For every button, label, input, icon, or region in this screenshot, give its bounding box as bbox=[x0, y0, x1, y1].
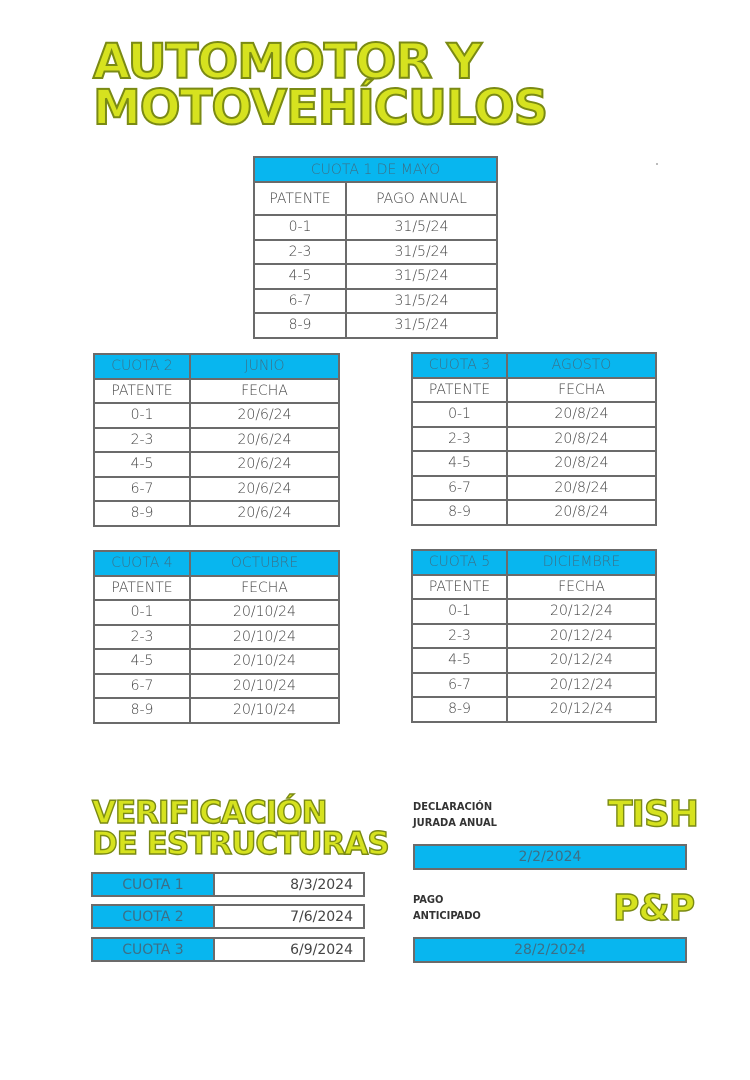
table-row bbox=[412, 427, 656, 452]
table-row bbox=[94, 600, 339, 625]
patente-cell: 4-5 bbox=[412, 451, 507, 476]
fecha-cell: 20/10/24 bbox=[190, 649, 339, 674]
patente-cell: 0-1 bbox=[254, 215, 346, 240]
fecha-cell: 20/10/24 bbox=[190, 625, 339, 650]
cuota4-table bbox=[93, 550, 340, 724]
table-row bbox=[94, 698, 339, 723]
patente-cell: 0-1 bbox=[94, 403, 190, 428]
table-row bbox=[94, 674, 339, 699]
cuota3-month: AGOSTO bbox=[507, 353, 656, 378]
fecha-cell: 20/12/24 bbox=[507, 624, 656, 649]
table-row bbox=[94, 477, 339, 502]
table-row bbox=[94, 452, 339, 477]
cuota5-col-patente: PATENTE bbox=[412, 575, 507, 600]
fecha-cell: 20/8/24 bbox=[507, 476, 656, 501]
fecha-cell: 20/6/24 bbox=[190, 452, 339, 477]
cuota4-col-fecha: FECHA bbox=[190, 576, 339, 601]
verificacion-label: CUOTA 2 bbox=[91, 904, 215, 929]
fecha-cell: 20/12/24 bbox=[507, 648, 656, 673]
cuota3-col-patente: PATENTE bbox=[412, 378, 507, 403]
patente-cell: 4-5 bbox=[94, 649, 190, 674]
patente-cell: 6-7 bbox=[94, 674, 190, 699]
verificacion-row bbox=[91, 904, 365, 929]
patente-cell: 6-7 bbox=[412, 476, 507, 501]
patente-cell: 0-1 bbox=[412, 402, 507, 427]
patente-cell: 4-5 bbox=[412, 648, 507, 673]
table-row bbox=[254, 215, 497, 240]
fecha-cell: 20/8/24 bbox=[507, 451, 656, 476]
cuota5-label: CUOTA 5 bbox=[412, 550, 507, 575]
fecha-cell: 31/5/24 bbox=[346, 313, 497, 338]
verificacion-date: 6/9/2024 bbox=[215, 937, 365, 962]
fecha-cell: 20/10/24 bbox=[190, 674, 339, 699]
pyp-caption-line2: ANTICIPADO bbox=[413, 908, 481, 922]
pyp-caption-line1: PAGO bbox=[413, 893, 444, 906]
cuota4-label: CUOTA 4 bbox=[94, 551, 190, 576]
table-row bbox=[412, 697, 656, 722]
verificacion-label: CUOTA 1 bbox=[91, 872, 215, 897]
table-row bbox=[94, 501, 339, 526]
cuota2-month: JUNIO bbox=[190, 354, 339, 379]
fecha-cell: 20/6/24 bbox=[190, 403, 339, 428]
patente-cell: 6-7 bbox=[94, 477, 190, 502]
tish-caption bbox=[413, 799, 497, 831]
patente-cell: 2-3 bbox=[94, 428, 190, 453]
cuota3-table bbox=[411, 352, 657, 526]
fecha-cell: 20/12/24 bbox=[507, 599, 656, 624]
fecha-cell: 31/5/24 bbox=[346, 289, 497, 314]
cuota1-header: CUOTA 1 DE MAYO bbox=[254, 157, 497, 182]
table-row bbox=[412, 648, 656, 673]
pyp-title: P&P bbox=[613, 888, 695, 929]
patente-cell: 8-9 bbox=[412, 500, 507, 525]
cuota2-col-fecha: FECHA bbox=[190, 379, 339, 404]
patente-cell: 2-3 bbox=[254, 240, 346, 265]
tish-date-bar: 2/2/2024 bbox=[413, 844, 687, 870]
fecha-cell: 20/8/24 bbox=[507, 500, 656, 525]
cuota5-table bbox=[411, 549, 657, 723]
fecha-cell: 20/6/24 bbox=[190, 428, 339, 453]
table-row bbox=[412, 402, 656, 427]
table-row bbox=[412, 476, 656, 501]
table-row bbox=[412, 451, 656, 476]
table-row bbox=[254, 264, 497, 289]
tish-caption-line1: DECLARACIÓN bbox=[413, 800, 493, 813]
patente-cell: 0-1 bbox=[412, 599, 507, 624]
patente-cell: 8-9 bbox=[412, 697, 507, 722]
patente-cell: 8-9 bbox=[94, 501, 190, 526]
fecha-cell: 20/8/24 bbox=[507, 427, 656, 452]
verificacion-label: CUOTA 3 bbox=[91, 937, 215, 962]
cuota1-col-patente: PATENTE bbox=[254, 182, 346, 215]
patente-cell: 2-3 bbox=[412, 624, 507, 649]
patente-cell: 4-5 bbox=[254, 264, 346, 289]
fecha-cell: 20/12/24 bbox=[507, 673, 656, 698]
verificacion-row bbox=[91, 937, 365, 962]
patente-cell: 6-7 bbox=[412, 673, 507, 698]
verificacion-date: 7/6/2024 bbox=[215, 904, 365, 929]
patente-cell: 2-3 bbox=[94, 625, 190, 650]
table-row bbox=[94, 625, 339, 650]
cuota2-col-patente: PATENTE bbox=[94, 379, 190, 404]
pyp-date-bar: 28/2/2024 bbox=[413, 937, 687, 963]
patente-cell: 2-3 bbox=[412, 427, 507, 452]
table-row bbox=[94, 403, 339, 428]
table-row bbox=[412, 599, 656, 624]
stray-dot bbox=[656, 163, 658, 165]
cuota4-month: OCTUBRE bbox=[190, 551, 339, 576]
fecha-cell: 20/6/24 bbox=[190, 477, 339, 502]
pyp-caption bbox=[413, 892, 481, 924]
cuota1-col-pago: PAGO ANUAL bbox=[346, 182, 497, 215]
table-row bbox=[254, 313, 497, 338]
verificacion-row bbox=[91, 872, 365, 897]
verificacion-title-line2: DE ESTRUCTURAS bbox=[92, 826, 389, 862]
patente-cell: 4-5 bbox=[94, 452, 190, 477]
fecha-cell: 20/6/24 bbox=[190, 501, 339, 526]
cuota5-col-fecha: FECHA bbox=[507, 575, 656, 600]
verificacion-title-line1: VERIFICACIÓN bbox=[92, 795, 327, 831]
cuota3-col-fecha: FECHA bbox=[507, 378, 656, 403]
cuota4-col-patente: PATENTE bbox=[94, 576, 190, 601]
page-title-line1: AUTOMOTOR Y bbox=[93, 34, 481, 90]
fecha-cell: 20/10/24 bbox=[190, 600, 339, 625]
table-row bbox=[412, 624, 656, 649]
cuota3-label: CUOTA 3 bbox=[412, 353, 507, 378]
fecha-cell: 20/8/24 bbox=[507, 402, 656, 427]
fecha-cell: 31/5/24 bbox=[346, 215, 497, 240]
patente-cell: 0-1 bbox=[94, 600, 190, 625]
cuota2-label: CUOTA 2 bbox=[94, 354, 190, 379]
fecha-cell: 31/5/24 bbox=[346, 240, 497, 265]
tish-title: TISH bbox=[608, 794, 699, 835]
fecha-cell: 31/5/24 bbox=[346, 264, 497, 289]
table-row bbox=[412, 673, 656, 698]
table-row bbox=[94, 428, 339, 453]
cuota2-table bbox=[93, 353, 340, 527]
verificacion-date: 8/3/2024 bbox=[215, 872, 365, 897]
table-row bbox=[254, 240, 497, 265]
fecha-cell: 20/12/24 bbox=[507, 697, 656, 722]
table-row bbox=[254, 289, 497, 314]
fecha-cell: 20/10/24 bbox=[190, 698, 339, 723]
table-row bbox=[94, 649, 339, 674]
cuota5-month: DICIEMBRE bbox=[507, 550, 656, 575]
cuota1-table bbox=[253, 156, 498, 339]
patente-cell: 8-9 bbox=[254, 313, 346, 338]
table-row bbox=[412, 500, 656, 525]
patente-cell: 8-9 bbox=[94, 698, 190, 723]
page-title-line2: MOTOVEHÍCULOS bbox=[93, 80, 548, 136]
tish-caption-line2: JURADA ANUAL bbox=[413, 815, 497, 829]
patente-cell: 6-7 bbox=[254, 289, 346, 314]
